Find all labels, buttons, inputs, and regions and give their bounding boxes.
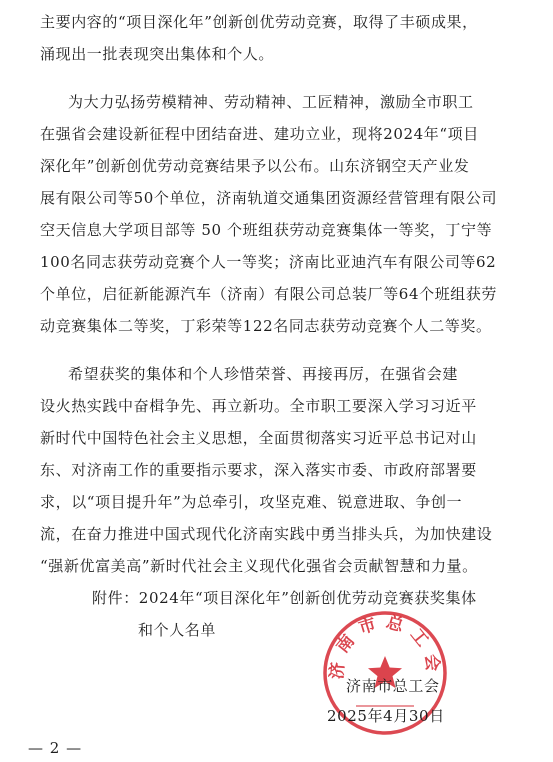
paragraph-line: 新时代中国特色社会主义思想，全面贯彻落实习近平总书记对山 (40, 429, 477, 447)
paragraph-line: 流，在奋力推进中国式现代化济南实践中勇当排头兵，为加快建设 (40, 525, 493, 543)
paragraph-line: 展有限公司等50个单位，济南轨道交通集团资源经营管理有限公司 (40, 189, 498, 207)
paragraph-line: 希望获奖的集体和个人珍惜荣誉、再接再厉，在强省会建 (68, 365, 459, 383)
paragraph-line: 为大力弘扬劳模精神、劳动精神、工匠精神，激励全市职工 (68, 93, 474, 111)
paragraph-line: 主要内容的“项目深化年”创新创优劳动竞赛，取得了丰硕成果， (40, 13, 478, 31)
paragraph-line: 设火热实践中奋楫争先、再立新功。全市职工要深入学习习近平 (40, 397, 477, 415)
attachment-line: 和个人名单 (138, 621, 217, 639)
paragraph-line: 100名同志获劳动竞赛个人一等奖；济南比亚迪汽车有限公司等62 (40, 253, 497, 271)
svg-text:济南市总工会: 济南市总工会 (327, 612, 443, 680)
paragraph-line: 求，以“项目提升年”为总牵引，攻坚克难、锐意进取、争创一 (40, 493, 463, 511)
paragraph-line: 在强省会建设新征程中团结奋进、建功立业，现将2024年“项目 (40, 125, 479, 143)
paragraph-line: 个单位，启征新能源汽车（济南）有限公司总装厂等64个班组获劳 (40, 285, 498, 303)
paragraph-line: 深化年”创新创优劳动竞赛结果予以公布。山东济钢空天产业发 (40, 157, 470, 175)
paragraph-line: 空天信息大学项目部等 50 个班组获劳动竞赛集体一等奖，丁宁等 (40, 221, 493, 239)
paragraph-line: 东、对济南工作的重要指示要求，深入落实市委、市政府部署要 (40, 461, 477, 479)
paragraph-line: 动竞赛集体二等奖，丁彩荣等122名同志获劳动竞赛个人二等奖。 (40, 317, 492, 335)
paragraph-line: “强新优富美高”新时代社会主义现代化强省会贡献智慧和力量。 (40, 557, 478, 575)
page-number: — 2 — (28, 739, 83, 757)
signature-date: 2025年4月30日 (327, 707, 445, 725)
attachment-line: 附件：2024年“项目深化年”创新创优劳动竞赛获奖集体 (92, 589, 477, 607)
paragraph-line: 涌现出一批表现突出集体和个人。 (40, 45, 275, 63)
signature-org: 济南市总工会 (346, 677, 440, 695)
